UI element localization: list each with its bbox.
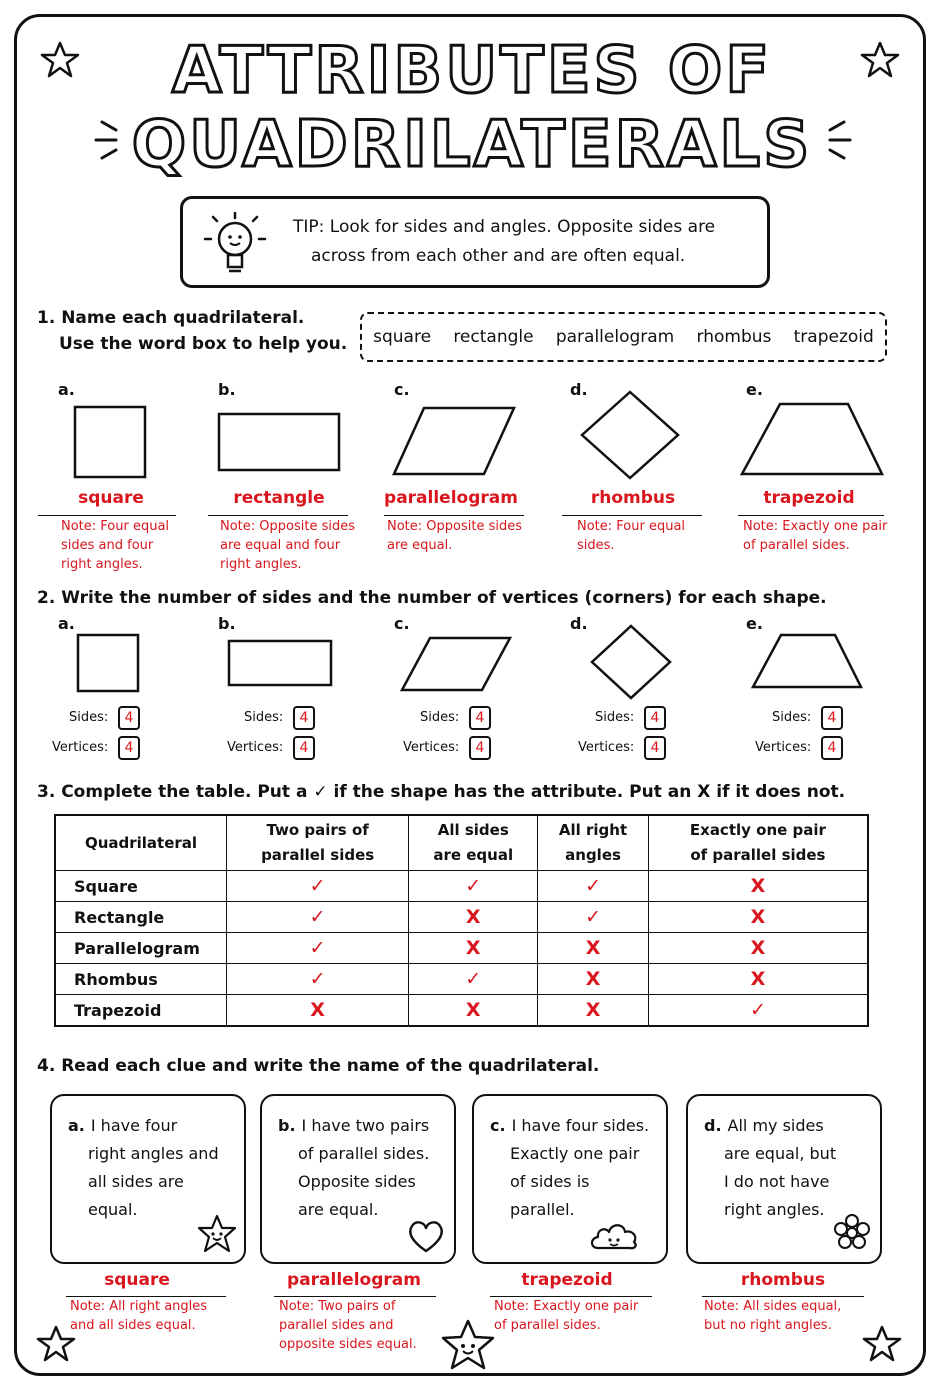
column-header: Exactly one pair of parallel sides bbox=[648, 815, 868, 871]
answer-text: square bbox=[104, 1270, 170, 1290]
clue-line: are equal, but bbox=[724, 1144, 837, 1163]
section-4-heading: 4. Read each clue and write the name of the quadrilateral. bbox=[37, 1056, 600, 1076]
clue-line: of parallel sides. bbox=[298, 1144, 430, 1163]
mark-cell[interactable]: X bbox=[538, 995, 649, 1027]
answer-text: parallelogram bbox=[384, 488, 518, 508]
sides-label: Sides: bbox=[420, 710, 460, 725]
note-text: Note: Two pairs of parallel sides and opposite sides equal. bbox=[279, 1299, 417, 1352]
star-face-icon bbox=[196, 1214, 238, 1254]
word-box-item: rhombus bbox=[696, 327, 772, 347]
cloud-face-icon bbox=[588, 1218, 640, 1252]
table-header-row bbox=[55, 815, 868, 871]
answer-text: rhombus bbox=[740, 1270, 826, 1290]
mark-cell[interactable]: ✓ bbox=[538, 902, 649, 933]
item-letter: d. bbox=[570, 380, 588, 399]
word-box-item: square bbox=[373, 327, 432, 347]
vertices-label: Vertices: bbox=[227, 740, 284, 755]
vertices-label: Vertices: bbox=[755, 740, 812, 755]
answer-text: trapezoid bbox=[521, 1270, 613, 1290]
tip-box bbox=[180, 196, 770, 288]
vertices-label: Vertices: bbox=[578, 740, 635, 755]
clue-line: equal. bbox=[88, 1200, 138, 1219]
mark-cell[interactable]: ✓ bbox=[227, 902, 409, 933]
word-box-item: rectangle bbox=[453, 327, 534, 347]
card-letter: c. bbox=[490, 1116, 506, 1135]
item-letter: a. bbox=[58, 380, 75, 399]
clue-card bbox=[50, 1094, 246, 1264]
answer-text: rectangle bbox=[233, 488, 325, 508]
answer-line bbox=[38, 515, 176, 516]
note-text: Note: Opposite sides are equal and four right angles. bbox=[220, 519, 355, 572]
clue-line: I have four bbox=[90, 1116, 178, 1135]
vertices-answer[interactable]: 4 bbox=[118, 736, 140, 760]
clue-line: All my sides bbox=[727, 1116, 824, 1135]
sides-answer[interactable]: 4 bbox=[644, 706, 666, 730]
clue-card bbox=[686, 1094, 882, 1264]
word-box-item: trapezoid bbox=[793, 327, 874, 347]
row-label: Rhombus bbox=[55, 964, 227, 995]
note-text: Note: Opposite sides are equal. bbox=[387, 519, 522, 553]
column-header: All right angles bbox=[538, 815, 649, 871]
table-row bbox=[55, 933, 868, 964]
answer-line bbox=[738, 515, 884, 516]
note-text: Note: Exactly one pair of parallel sides. bbox=[743, 519, 888, 553]
clue-card bbox=[260, 1094, 456, 1264]
sides-label: Sides: bbox=[595, 710, 635, 725]
column-header: All sides are equal bbox=[409, 815, 538, 871]
parallelogram-shape bbox=[400, 636, 512, 692]
answer-text: trapezoid bbox=[763, 488, 855, 508]
answer-text: rhombus bbox=[590, 488, 676, 508]
answer-text: parallelogram bbox=[287, 1270, 421, 1290]
flower-icon bbox=[832, 1212, 872, 1252]
mark-cell[interactable]: X bbox=[409, 902, 538, 933]
mark-cell[interactable]: X bbox=[648, 964, 868, 995]
item-letter: d. bbox=[570, 614, 588, 633]
mark-cell[interactable]: ✓ bbox=[409, 871, 538, 902]
clue-line: are equal. bbox=[298, 1200, 379, 1219]
rhombus-shape bbox=[590, 624, 672, 700]
mark-cell[interactable]: X bbox=[227, 995, 409, 1027]
clue-line: all sides are bbox=[88, 1172, 184, 1191]
square-shape bbox=[77, 634, 139, 692]
sides-answer[interactable]: 4 bbox=[118, 706, 140, 730]
sides-answer[interactable]: 4 bbox=[293, 706, 315, 730]
item-letter: e. bbox=[746, 614, 763, 633]
clue-line: I have four sides. bbox=[511, 1116, 650, 1135]
row-label: Rectangle bbox=[55, 902, 227, 933]
clue-line: right angles and bbox=[88, 1144, 219, 1163]
mark-cell[interactable]: ✓ bbox=[538, 871, 649, 902]
word-box-item: parallelogram bbox=[555, 327, 675, 347]
trapezoid-shape bbox=[751, 633, 863, 689]
vertices-label: Vertices: bbox=[403, 740, 460, 755]
item-letter: c. bbox=[394, 380, 410, 399]
mark-cell[interactable]: X bbox=[648, 902, 868, 933]
clue-line: parallel. bbox=[510, 1200, 575, 1219]
mark-cell[interactable]: ✓ bbox=[227, 933, 409, 964]
mark-cell[interactable]: ✓ bbox=[648, 995, 868, 1027]
card-letter: a. bbox=[68, 1116, 85, 1135]
rhombus-shape bbox=[578, 390, 682, 480]
note-text: Note: All right angles and all sides equal. bbox=[70, 1299, 208, 1333]
item-letter: b. bbox=[218, 380, 236, 399]
tip-line-1: TIP: Look for sides and angles. Opposite sides are bbox=[293, 217, 716, 237]
word-box bbox=[360, 312, 887, 362]
item-letter: b. bbox=[218, 614, 236, 633]
mark-cell[interactable]: ✓ bbox=[227, 964, 409, 995]
column-header: Quadrilateral bbox=[55, 815, 227, 871]
clue-line: Exactly one pair bbox=[510, 1144, 640, 1163]
vertices-answer[interactable]: 4 bbox=[293, 736, 315, 760]
vertices-answer[interactable]: 4 bbox=[644, 736, 666, 760]
card-letter: b. bbox=[278, 1116, 296, 1135]
row-label: Trapezoid bbox=[55, 995, 227, 1027]
answer-line bbox=[562, 515, 702, 516]
mark-cell[interactable]: X bbox=[538, 964, 649, 995]
vertices-answer[interactable]: 4 bbox=[821, 736, 843, 760]
item-letter: e. bbox=[746, 380, 763, 399]
trapezoid-shape bbox=[740, 402, 884, 476]
tip-line-2: across from each other and are often equal. bbox=[311, 246, 686, 266]
note-text: Note: Exactly one pair of parallel sides. bbox=[494, 1299, 639, 1333]
mark-cell[interactable]: X bbox=[648, 933, 868, 964]
mark-cell[interactable]: X bbox=[538, 933, 649, 964]
lightbulb-icon bbox=[195, 209, 275, 281]
answer-line bbox=[384, 515, 524, 516]
answer-text: square bbox=[78, 488, 144, 508]
mark-cell[interactable]: ✓ bbox=[409, 964, 538, 995]
note-text: Note: Four equal sides and four right angles. bbox=[61, 519, 170, 572]
clue-line: Opposite sides bbox=[298, 1172, 416, 1191]
table-row bbox=[55, 995, 868, 1027]
star-face-icon bbox=[438, 1318, 498, 1374]
section-1-heading: 1. Name each quadrilateral. bbox=[37, 308, 305, 328]
square-shape bbox=[74, 406, 146, 478]
note-text: Note: Four equal sides. bbox=[577, 519, 686, 553]
item-letter: c. bbox=[394, 614, 410, 633]
rectangle-shape bbox=[218, 413, 340, 471]
clue-line: of sides is bbox=[510, 1172, 590, 1191]
vertices-answer[interactable]: 4 bbox=[469, 736, 491, 760]
column-header: Two pairs of parallel sides bbox=[227, 815, 409, 871]
clue-line: right angles. bbox=[724, 1200, 825, 1219]
sides-label: Sides: bbox=[244, 710, 284, 725]
mark-cell[interactable]: X bbox=[648, 871, 868, 902]
table-row bbox=[55, 964, 868, 995]
item-letter: a. bbox=[58, 614, 75, 633]
vertices-label: Vertices: bbox=[52, 740, 109, 755]
page-title-line-1: ATTRIBUTES OF bbox=[171, 34, 773, 108]
mark-cell[interactable]: X bbox=[409, 995, 538, 1027]
sides-label: Sides: bbox=[772, 710, 812, 725]
page-title-line-2: QUADRILATERALS bbox=[131, 108, 813, 182]
clue-line: I have two pairs bbox=[301, 1116, 430, 1135]
clue-card bbox=[472, 1094, 668, 1264]
row-label: Square bbox=[55, 871, 227, 902]
mark-cell[interactable]: ✓ bbox=[227, 871, 409, 902]
table-row bbox=[55, 871, 868, 902]
answer-line bbox=[208, 515, 348, 516]
section-3-heading: 3. Complete the table. Put a ✓ if the shape has the attribute. Put an X if it does not. bbox=[37, 782, 846, 802]
parallelogram-shape bbox=[392, 406, 516, 476]
card-letter: d. bbox=[704, 1116, 722, 1135]
row-label: Parallelogram bbox=[55, 933, 227, 964]
note-text: Note: All sides equal, but no right angles. bbox=[704, 1299, 842, 1333]
section-2-heading: 2. Write the number of sides and the number of vertices (corners) for each shape. bbox=[37, 588, 827, 608]
rectangle-shape bbox=[228, 640, 332, 686]
sides-answer[interactable]: 4 bbox=[469, 706, 491, 730]
section-1-subheading: Use the word box to help you. bbox=[59, 334, 348, 354]
sides-answer[interactable]: 4 bbox=[821, 706, 843, 730]
heart-icon bbox=[406, 1218, 446, 1254]
sides-label: Sides: bbox=[69, 710, 109, 725]
clue-line: I do not have bbox=[724, 1172, 830, 1191]
star-icon bbox=[862, 1324, 902, 1364]
attributes-table bbox=[54, 814, 869, 1027]
table-row bbox=[55, 902, 868, 933]
mark-cell[interactable]: X bbox=[409, 933, 538, 964]
